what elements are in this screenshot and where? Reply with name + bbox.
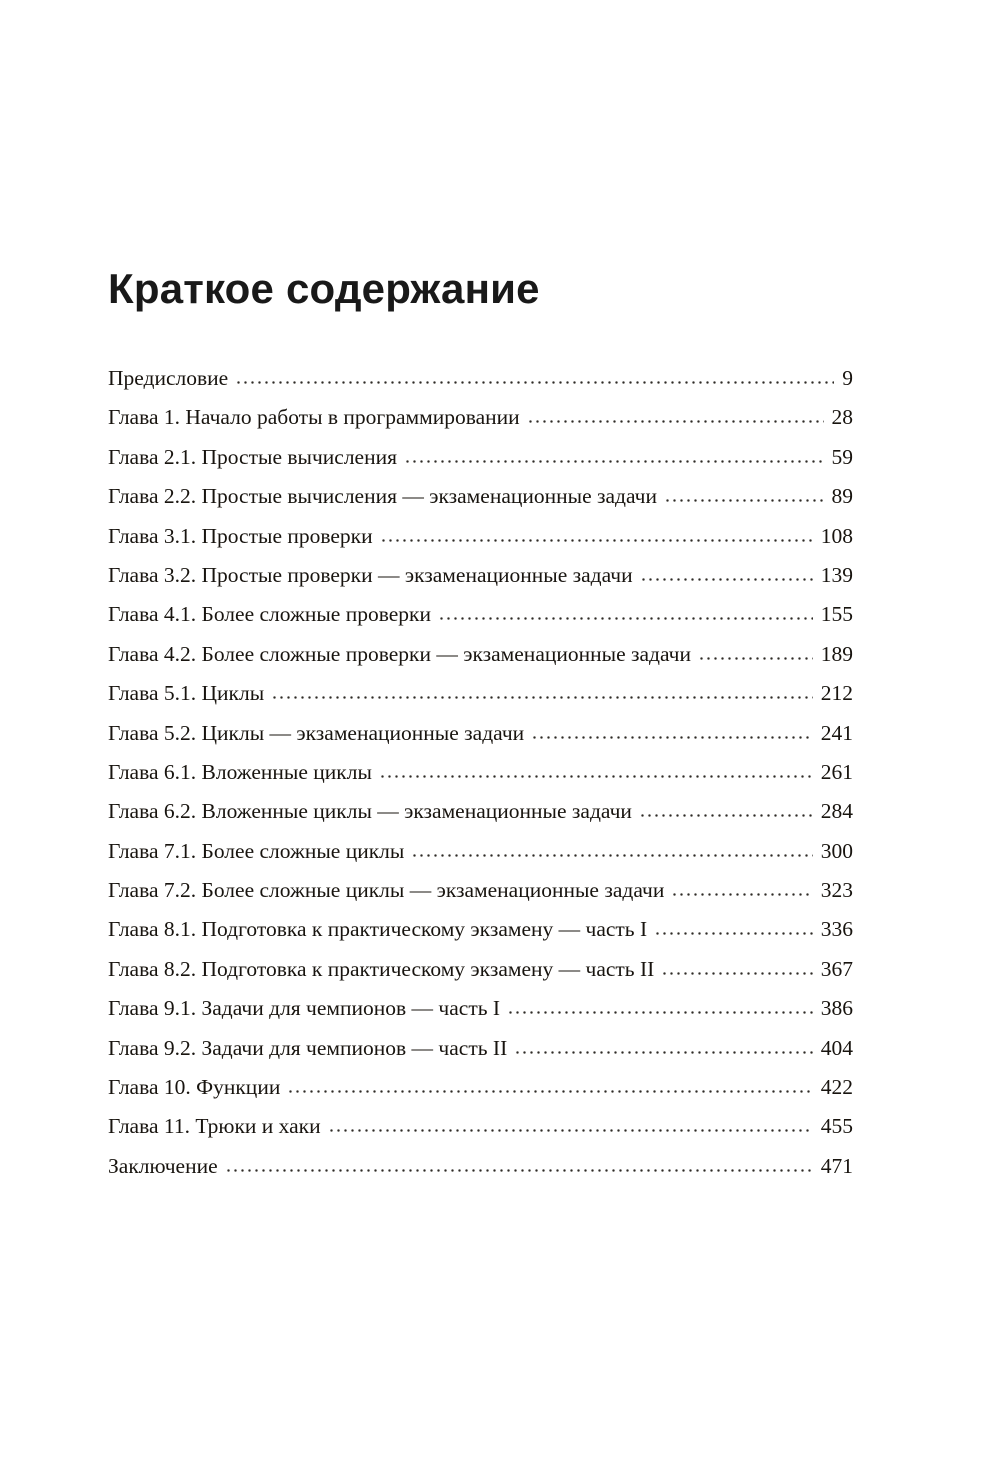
toc-entry-label: Глава 7.1. Более сложные циклы: [108, 838, 405, 863]
toc-entry-page: 386: [820, 996, 853, 1021]
toc-entry: [108, 602, 853, 641]
toc-entry-label: Глава 8.2. Подготовка к практическому экзамену — часть II: [108, 956, 655, 981]
toc-entry-page: 108: [820, 523, 853, 548]
toc-entry-page: 155: [820, 602, 853, 627]
toc-entry-label: Глава 2.1. Простые вычисления: [108, 444, 397, 469]
toc-entry-page: 471: [820, 1153, 853, 1178]
toc-entry-label: Заключение: [108, 1153, 218, 1178]
dot-leader: [698, 656, 813, 661]
toc-entry-page: 139: [820, 562, 853, 587]
toc-entry-label: Глава 9.2. Задачи для чемпионов — часть II: [108, 1035, 508, 1060]
toc-entry-page: 323: [820, 878, 853, 903]
toc-content: [108, 265, 853, 1193]
toc-entry-page: 336: [820, 917, 853, 942]
toc-entry: [108, 957, 853, 996]
toc-entry-label: Глава 5.2. Циклы — экзаменационные задачи: [108, 720, 525, 745]
toc-entry: [108, 878, 853, 917]
dot-leader: [411, 853, 812, 858]
dot-leader: [640, 577, 813, 582]
dot-leader: [287, 1089, 812, 1094]
dot-leader: [404, 459, 824, 464]
toc-entry: [108, 760, 853, 799]
dot-leader: [380, 538, 813, 543]
toc-entry-label: Глава 6.1. Вложенные циклы: [108, 759, 372, 784]
toc-entry-page: 367: [820, 956, 853, 981]
toc-entry: [108, 524, 853, 563]
dot-leader: [531, 735, 813, 740]
toc-entry: [108, 1075, 853, 1114]
dot-leader: [235, 380, 834, 385]
toc-entry: [108, 563, 853, 602]
toc-entry-label: Глава 4.1. Более сложные проверки: [108, 602, 431, 627]
toc-entry: [108, 484, 853, 523]
toc-entry: [108, 1114, 853, 1153]
toc-entry-label: Глава 11. Трюки и хаки: [108, 1114, 321, 1139]
toc-entry-page: 261: [820, 759, 853, 784]
toc-entry-label: Глава 3.1. Простые проверки: [108, 523, 373, 548]
toc-entry: [108, 721, 853, 760]
toc-entry: [108, 996, 853, 1035]
toc-entry-label: Глава 1. Начало работы в программировании: [108, 405, 520, 430]
toc-entry-page: 9: [842, 366, 853, 390]
dot-leader: [514, 1050, 813, 1055]
toc-entry: [108, 799, 853, 838]
page-title: Краткое содержание: [108, 265, 540, 312]
dot-leader: [225, 1168, 813, 1173]
toc-entry-label: Глава 8.1. Подготовка к практическому экзамену — часть I: [108, 917, 648, 942]
toc-list: [108, 366, 853, 1193]
dot-leader: [438, 616, 813, 621]
toc-entry-label: Предисловие: [108, 366, 229, 390]
toc-entry-label: Глава 10. Функции: [108, 1075, 281, 1100]
dot-leader: [654, 931, 813, 936]
toc-entry-page: 241: [820, 720, 853, 745]
toc-entry-label: Глава 7.2. Более сложные циклы — экзаменационные задачи: [108, 878, 665, 903]
toc-entry: [108, 405, 853, 444]
toc-entry-page: 89: [831, 484, 853, 509]
toc-entry-label: Глава 2.2. Простые вычисления — экзаменационные задачи: [108, 484, 657, 509]
toc-entry: [108, 681, 853, 720]
toc-entry-page: 422: [820, 1075, 853, 1100]
toc-entry: [108, 917, 853, 956]
toc-entry-page: 284: [820, 799, 853, 824]
toc-entry-label: Глава 6.2. Вложенные циклы — экзаменационные задачи: [108, 799, 632, 824]
dot-leader: [379, 774, 813, 779]
toc-entry-label: Глава 4.2. Более сложные проверки — экзаменационные задачи: [108, 641, 691, 666]
toc-entry: [108, 1154, 853, 1193]
dot-leader: [507, 1010, 813, 1015]
toc-entry: [108, 366, 853, 405]
toc-entry-label: Глава 9.1. Задачи для чемпионов — часть I: [108, 996, 501, 1021]
toc-entry-page: 212: [820, 681, 853, 706]
dot-leader: [661, 971, 812, 976]
toc-entry-page: 59: [831, 444, 853, 469]
toc-entry-page: 455: [820, 1114, 853, 1139]
dot-leader: [527, 419, 824, 424]
toc-entry-page: 28: [831, 405, 853, 430]
dot-leader: [639, 813, 813, 818]
toc-entry: [108, 445, 853, 484]
toc-entry-label: Глава 3.2. Простые проверки — экзаменационные задачи: [108, 562, 633, 587]
toc-entry: [108, 1036, 853, 1075]
toc-entry-page: 189: [820, 641, 853, 666]
dot-leader: [664, 498, 824, 503]
dot-leader: [328, 1128, 813, 1133]
toc-entry-page: 300: [820, 838, 853, 863]
toc-entry: [108, 839, 853, 878]
toc-entry-label: Глава 5.1. Циклы: [108, 681, 265, 706]
toc-entry: [108, 642, 853, 681]
toc-entry-page: 404: [820, 1035, 853, 1060]
dot-leader: [671, 892, 812, 897]
dot-leader: [271, 695, 813, 700]
